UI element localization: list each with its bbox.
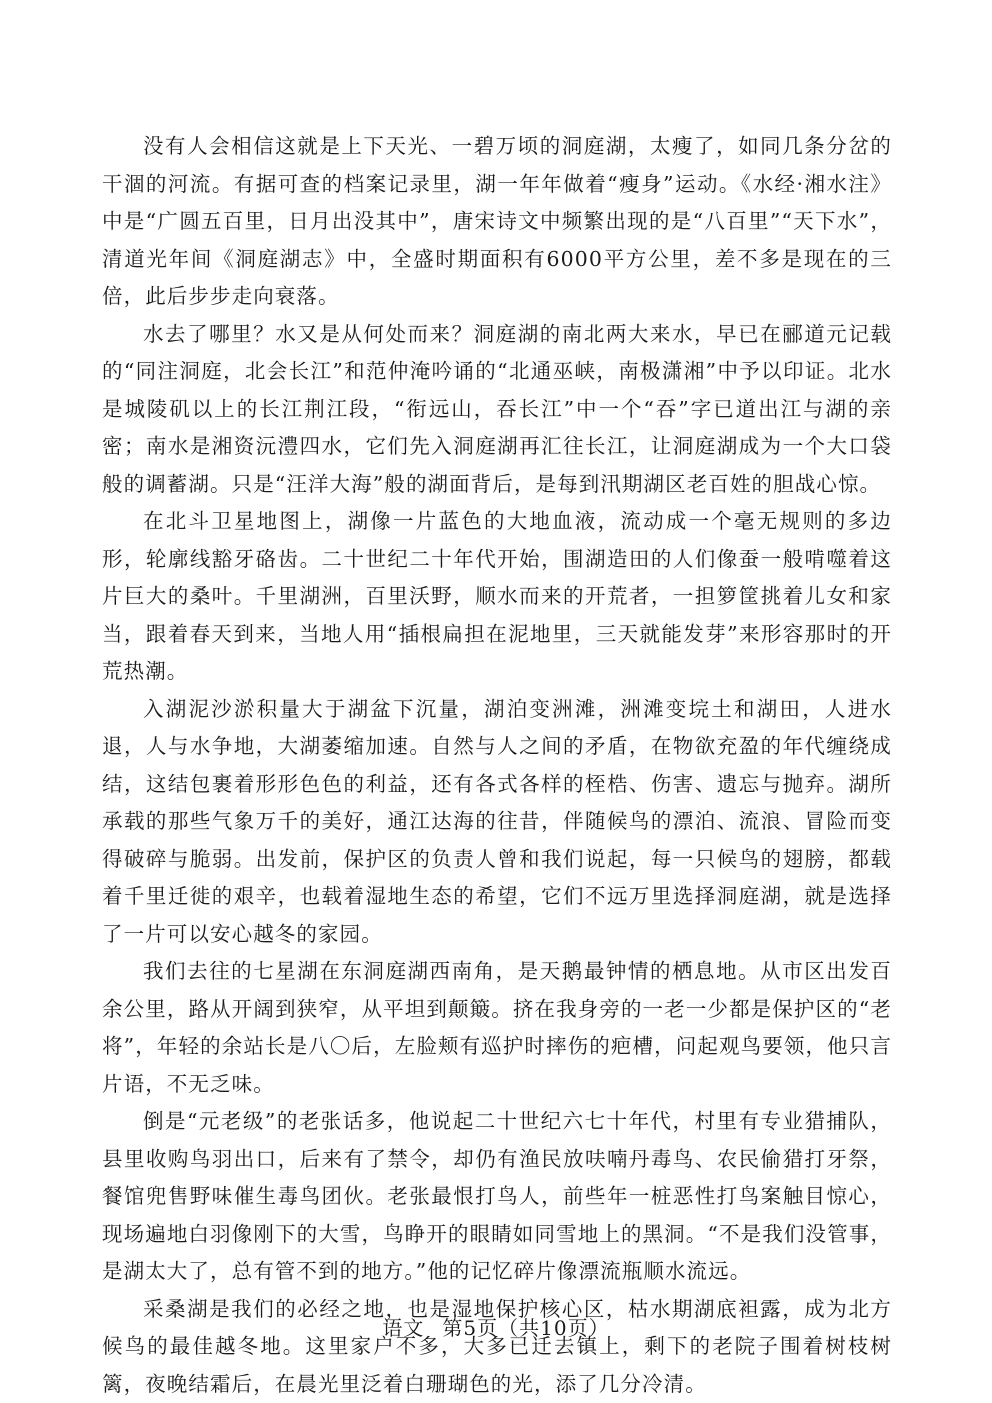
paragraph-7: 采桑湖是我们的必经之地，也是湿地保护核心区，枯水期湖底袒露，成为北方候鸟的最佳越冬地。这里家户不多，大多已迁去镇上，剩下的老院子围着树枝树篱，夜晚结霜后，在晨光里泛着白珊瑚色的光，添了几分冷清。 (102, 1296, 892, 1396)
paragraph-1: 没有人会相信这就是上下天光、一碧万顷的洞庭湖，太瘦了，如同几条分岔的干涸的河流。有据可查的档案记录里，湖一年年做着“瘦身”运动。《水经·湘水注》中是“广圆五百里，日月出没其中”，唐宋诗文中频繁出现的是“八百里”“天下水”，清道光年间《洞庭湖志》中，全盛时期面积有6000平方公里，差不多是现在的三倍，此后步步走向衰落。 (102, 134, 892, 308)
paragraph-6: 倒是“元老级”的老张话多，他说起二十世纪六七十年代，村里有专业猎捕队，县里收购鸟羽出口，后来有了禁令，却仍有渔民放呋喃丹毒鸟、农民偷猎打牙祭，餐馆兜售野味催生毒鸟团伙。老张最恨打鸟人，前些年一桩恶性打鸟案触目惊心，现场遍地白羽像刚下的大雪，鸟睁开的眼睛如同雪地上的黑洞。“不是我们没管事，是湖太大了，总有管不到的地方。”他的记忆碎片像漂流瓶顺水流远。 (102, 1109, 892, 1283)
paragraph-4: 入湖泥沙淤积量大于湖盆下沉量，湖泊变洲滩，洲滩变垸土和湖田，人进水退，人与水争地，大湖萎缩加速。自然与人之间的矛盾，在物欲充盈的年代缠绕成结，这结包裹着形形色色的利益，还有各式各样的桎梏、伤害、遗忘与抛弃。湖所承载的那些气象万千的美好，通江达海的往昔，伴随候鸟的漂泊、流浪、冒险而变得破碎与脆弱。出发前，保护区的负责人曾和我们说起，每一只候鸟的翅膀，都载着千里迁徙的艰辛，也载着湿地生态的希望，它们不远万里选择洞庭湖，就是选择了一片可以安心越冬的家园。 (102, 696, 892, 946)
page-footer (0, 1312, 992, 1341)
footer-page-info: 第5页（共10页） (442, 1316, 610, 1340)
article-body (102, 128, 892, 1403)
footer-subject: 语文 (382, 1316, 425, 1340)
paragraph-5: 我们去往的七星湖在东洞庭湖西南角，是天鹅最钟情的栖息地。从市区出发百余公里，路从开阔到狭窄，从平坦到颠簸。挤在我身旁的一老一少都是保护区的“老将”，年轻的余站长是八〇后，左脸颊有巡护时摔伤的疤槽，问起观鸟要领，他只言片语，不无乏味。 (102, 959, 892, 1096)
paragraph-2: 水去了哪里？水又是从何处而来？洞庭湖的南北两大来水，早已在郦道元记载的“同注洞庭，北会长江”和范仲淹吟诵的“北通巫峡，南极潇湘”中予以印证。北水是城陵矶以上的长江荆江段，“衔远山，吞长江”中一个“吞”字已道出江与湖的亲密；南水是湘资沅澧四水，它们先入洞庭湖再汇往长江，让洞庭湖成为一个大口袋般的调蓄湖。只是“汪洋大海”般的湖面背后，是每到汛期湖区老百姓的胆战心惊。 (102, 321, 892, 496)
paragraph-3: 在北斗卫星地图上，湖像一片蓝色的大地血液，流动成一个毫无规则的多边形，轮廓线豁牙硌齿。二十世纪二十年代开始，围湖造田的人们像蚕一般啃噬着这片巨大的桑叶。千里湖洲，百里沃野，顺水而来的开荒者，一担箩筐挑着儿女和家当，跟着春天到来，当地人用“插根扁担在泥地里，三天就能发芽”来形容那时的开荒热潮。 (102, 509, 892, 683)
